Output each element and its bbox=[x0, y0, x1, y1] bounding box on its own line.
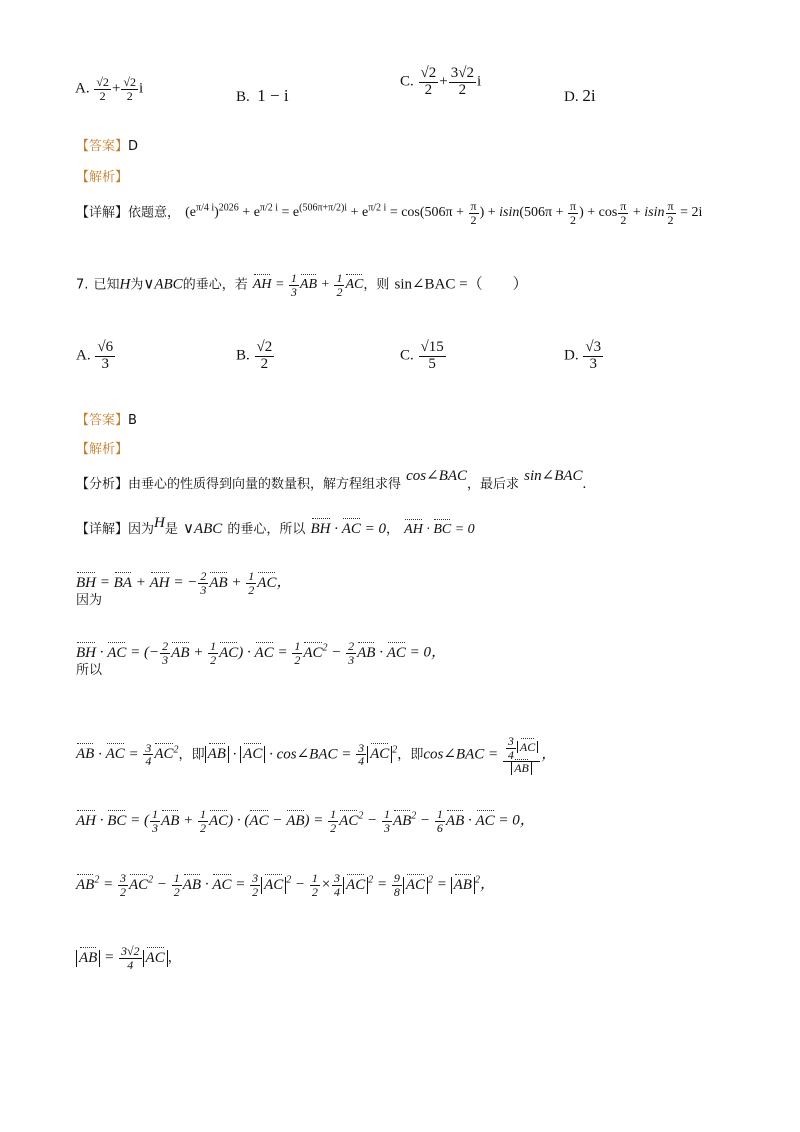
q6-answer: 【答案】D bbox=[76, 139, 139, 154]
q6-option-b: B. 1 − i bbox=[236, 86, 289, 105]
q7-option-c: C. $\frac{√15}{5}$ bbox=[400, 339, 444, 372]
q6-option-a: A. $\frac{√2}{2}$ + $\frac{√2}{2}$ i bbox=[75, 75, 144, 103]
fraction: $\frac{√2}{2}$ bbox=[96, 75, 109, 103]
eq-ahbc: AH · BC = ( $\frac{1}{3}$ AB + $\frac{1}{2}$ AC) · (AC − AB) = $\frac{1}{2}$ $AC^2$ − $\frac{1}{3}$ $AB^2$ − $\frac{1}{6}$ AB · AC = 0， bbox=[76, 807, 535, 835]
q7-analysis-tag: 【解析】 bbox=[76, 442, 129, 457]
q7-answer: 【答案】B bbox=[76, 413, 137, 428]
q7-option-d: D. $\frac{√3}{3}$ bbox=[564, 339, 602, 372]
q7-detail: 【详解】因为H是 ∨ABC 的垂心，所以 BH · AC = 0， AH · BC = 0 bbox=[76, 515, 475, 537]
label-therefore: 所以 bbox=[76, 663, 103, 678]
q6-option-c: C. $\frac{√2}{2}$ + $\frac{3√2}{2}$ i bbox=[400, 65, 482, 98]
q7-stem: 7. 已知H为∨ABC的垂心，若 AH = $\frac{1}{3}$ AB + $\frac{1}{2}$ AC，则 sin∠BAC =（ ） bbox=[76, 271, 528, 299]
eq-ab2: $AB^2$ = $\frac{3}{2}$ $AC^2$ − $\frac{1}{2}$ AB · AC = $\frac{3}{2}$ AC $^2$ − $\frac{1}{2}$ × $\frac{3}{4}$ AC $^2$ = $\frac{9}{8}$ AC $^2$ = AB $^2$， bbox=[76, 871, 495, 899]
eq-bh: BH = BA + AH = − $\frac{2}{3}$ AB + $\frac{1}{2}$ AC， bbox=[76, 569, 292, 597]
eq-final: AB = $\frac{3√2}{4}$ AC ， bbox=[76, 945, 181, 971]
q6-option-d: D. 2i bbox=[564, 86, 596, 105]
eq-abac: AB · AC = $\frac{3}{4}$ $AC^2$，即 AB · AC · cos∠BAC = $\frac{3}{4}$ AC $^2$，即cos∠BAC = $\frac{3}{4}$ AC AB ， bbox=[76, 734, 557, 776]
q7-option-b: B. $\frac{√2}{2}$ bbox=[236, 339, 273, 372]
label-because: 因为 bbox=[76, 593, 103, 608]
fraction: $\frac{√2}{2}$ bbox=[123, 75, 136, 103]
option-label: A. bbox=[75, 80, 90, 97]
fraction: $\frac{√2}{2}$ bbox=[420, 65, 437, 98]
q7-fenxi: 【分析】由垂心的性质得到向量的数量积，解方程组求得 cos∠BAC，最后求 sin∠BAC. bbox=[76, 468, 587, 492]
eq-bhac: BH · AC = (− $\frac{2}{3}$ AB + $\frac{1}{2}$ AC) · AC = $\frac{1}{2}$ $AC^2$ − $\frac{2}{3}$ AB · AC = 0， bbox=[76, 639, 447, 667]
fraction: $\frac{3√2}{2}$ bbox=[450, 65, 474, 98]
q6-detail: 【详解】依题意， $(e^{\pi/4 i})^{2026} + e^{\pi/2 i} = e^{(506\pi+\pi/2)i} + e^{\pi/2 i} = \cos(506\pi$ + $\frac{\pi}{2}$ ) + isin(506π + $\frac{\pi}{2}$ ) + cos $\frac{\pi}{2}$ + isin $\frac{\pi}{2}$ = 2i bbox=[76, 199, 703, 227]
q6-analysis-tag: 【解析】 bbox=[76, 170, 129, 185]
q7-option-a: A. $\frac{√6}{3}$ bbox=[76, 339, 114, 372]
